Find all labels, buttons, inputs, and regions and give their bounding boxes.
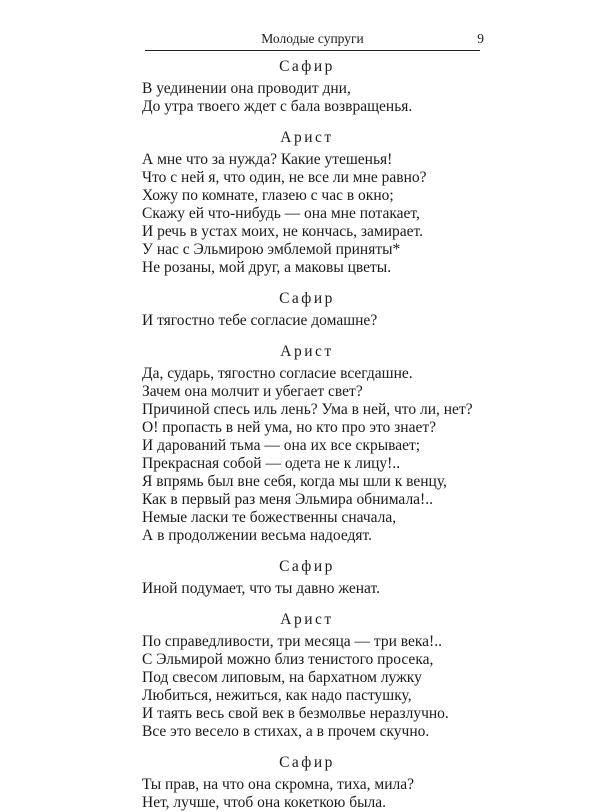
verse-line: С Эльмирой можно близ тенистого просека, (142, 651, 434, 668)
verse-line: По справедливости, три месяца — три века!.. (142, 633, 442, 650)
dialogue-block (142, 288, 472, 330)
verse-line: И таять весь свой век в безмолвье неразлучно. (142, 705, 449, 722)
verse-line: И дарований тьма — она их все скрывает; (142, 437, 421, 454)
speaker-name: Сафир (279, 754, 335, 771)
verse-line: О! пропасть в ней ума, но кто про это знает? (142, 419, 437, 436)
speaker-name: Сафир (279, 58, 335, 75)
speaker-name: Сафир (279, 558, 335, 575)
verse-line: Немые ласки те божественны сначала, (142, 509, 397, 526)
verse-line: Не розаны, мой друг, а маковы цветы. (142, 259, 392, 276)
verse-line: Как в первый раз меня Эльмира обнимала!.. (142, 491, 433, 508)
verse-line: Ты прав, на что она скромна, тиха, мила? (142, 776, 415, 793)
verse-line: У нас с Эльмирою эмблемой приняты* (142, 241, 401, 258)
verse-line: Прекрасная собой — одета не к лицу!.. (142, 455, 401, 472)
verse-line: Зачем она молчит и убегает свет? (142, 383, 363, 400)
verse-line: И речь в устах моих, не кончась, замирает. (142, 223, 424, 240)
verse-line: Нет, лучше, чтоб она кокеткою была. (142, 794, 386, 811)
verse-line: Любиться, нежиться, как надо пастушку, (142, 687, 412, 704)
verse-line: Я впрямь был вне себя, когда мы шли к венцу, (142, 473, 447, 490)
dialogue-block (142, 752, 472, 812)
speaker-name: Арист (280, 611, 334, 628)
play-text (142, 56, 472, 812)
dialogue-block (142, 127, 472, 277)
verse-line: И тягостно тебе согласие домашне? (142, 312, 378, 329)
dialogue-block (142, 556, 472, 598)
speaker-name: Сафир (279, 290, 335, 307)
verse-line: Да, сударь, тягостно согласие всегдашне. (142, 365, 413, 382)
verse-line: А мне что за нужда? Какие утешенья! (142, 151, 393, 168)
verse-line: В уединении она проводит дни, (142, 80, 351, 97)
dialogue-block (142, 56, 472, 116)
verse-line: Под свесом липовым, на бархатном лужку (142, 669, 422, 686)
dialogue-block (142, 341, 472, 545)
verse-line: Скажу ей что-нибудь — она мне потакает, (142, 205, 420, 222)
verse-line: Что с ней я, что один, не все ли мне равно? (142, 169, 427, 186)
dialogue-block (142, 609, 472, 741)
verse-line: Все это весело в стихах, а в прочем скучно. (142, 723, 430, 740)
verse-line: Причиной спесь иль лень? Ума в ней, что ли, нет? (142, 401, 473, 418)
verse-line: А в продолжении весьма надоедят. (142, 527, 372, 544)
verse-line: Иной подумает, что ты давно женат. (142, 580, 380, 597)
running-title: Молодые супруги (261, 31, 364, 46)
speaker-name: Арист (280, 343, 334, 360)
verse-line: До утра твоего ждет с бала возвращенья. (142, 98, 413, 115)
verse-line: Хожу по комнате, глазею с час в окно; (142, 187, 394, 204)
running-header (145, 28, 484, 51)
page-number: 9 (477, 31, 484, 46)
speaker-name: Арист (280, 129, 334, 146)
